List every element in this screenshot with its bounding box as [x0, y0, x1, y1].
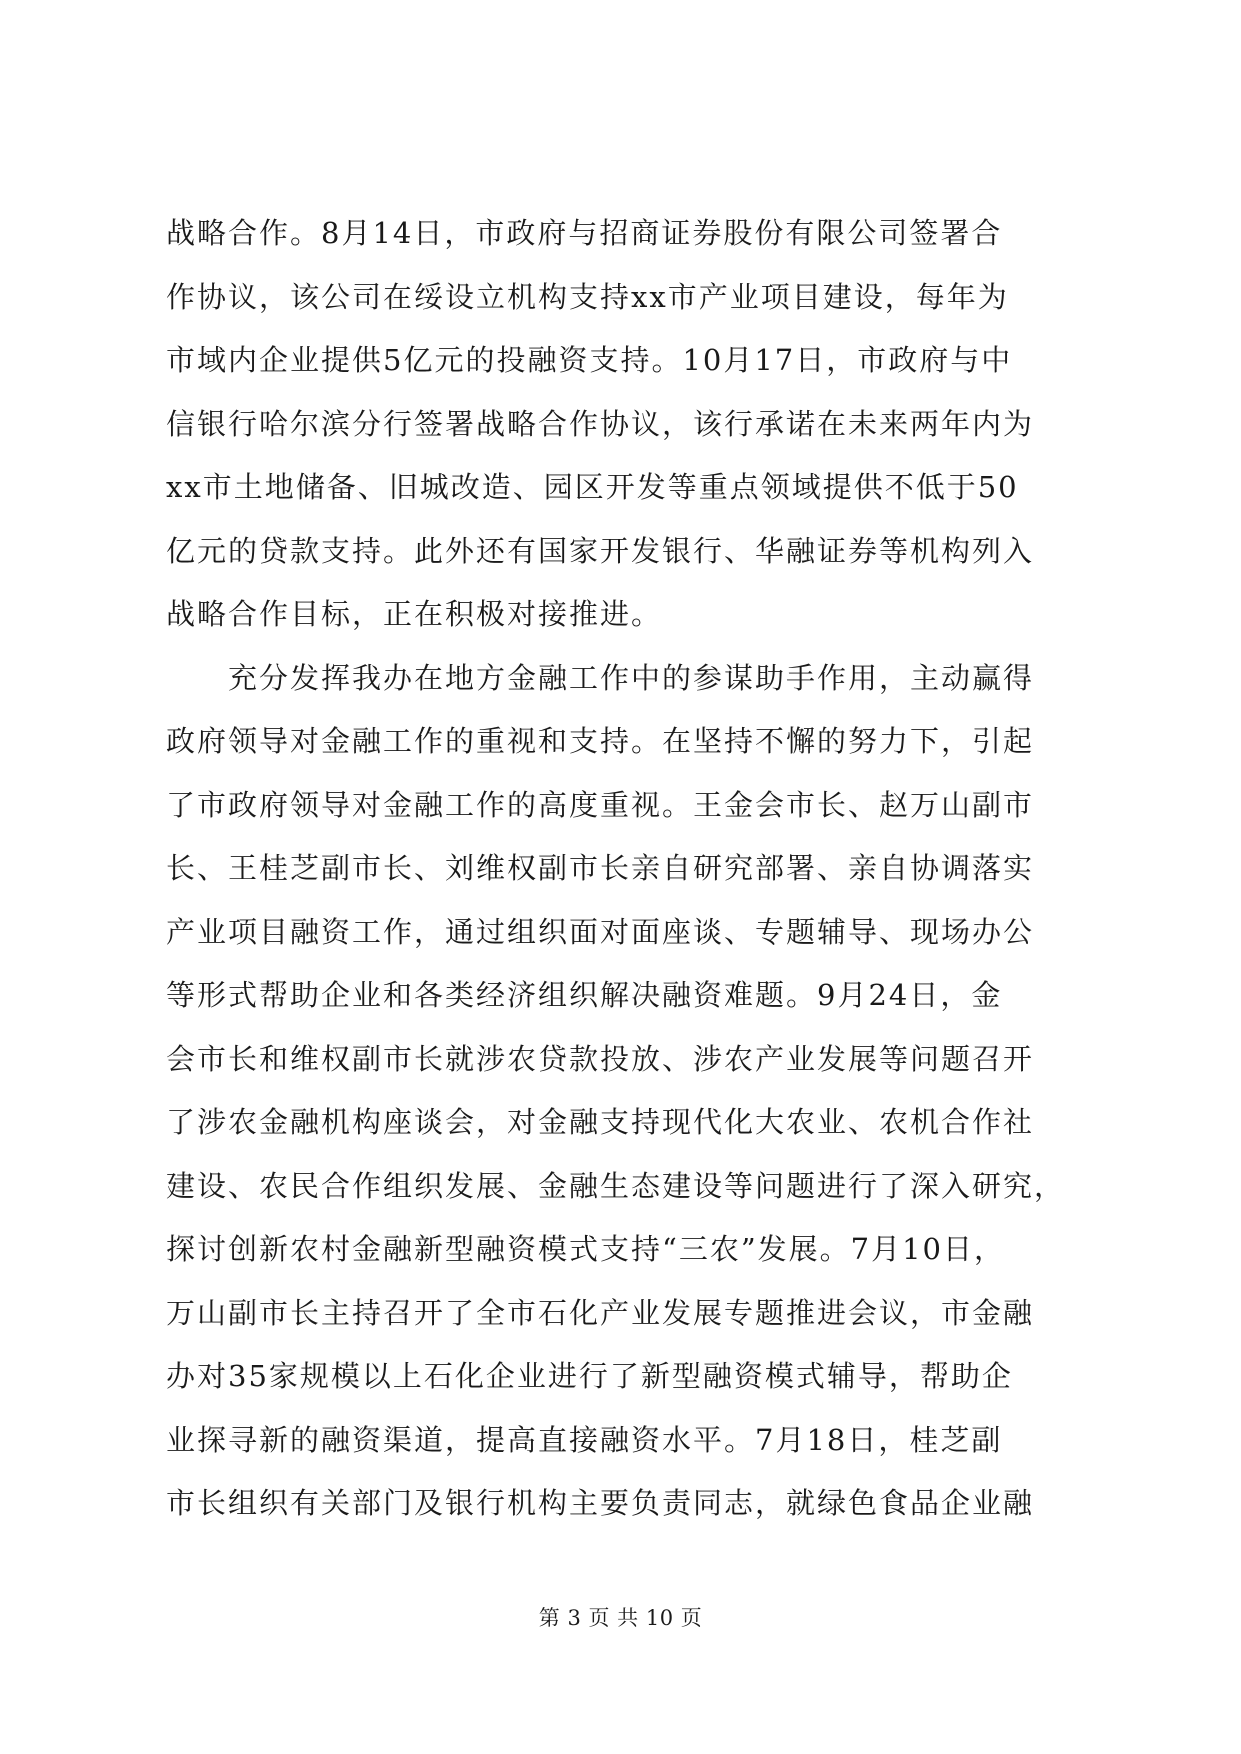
page-number-footer: 第 3 页 共 10 页	[538, 1606, 703, 1630]
text-line: 产业项目融资工作，通过组织面对面座谈、专题辅导、现场办公	[166, 914, 1035, 949]
paragraph-first-line: 充分发挥我办在地方金融工作中的参谋助手作用，主动赢得	[228, 660, 1035, 695]
text-line: 万山副市长主持召开了全市石化产业发展专题推进会议，市金融	[166, 1295, 1035, 1330]
text-line: 战略合作。8月14日，市政府与招商证券股份有限公司签署合	[166, 216, 1003, 250]
text-line: 建设、农民合作组织发展、金融生态建设等问题进行了深入研究，	[166, 1168, 1066, 1203]
text-line: 长、王桂芝副市长、刘维权副市长亲自研究部署、亲自协调落实	[166, 851, 1035, 885]
text-line: 市长组织有关部门及银行机构主要负责同志，就绿色食品企业融	[166, 1486, 1035, 1520]
text-line: 会市长和维权副市长就涉农贷款投放、涉农产业发展等问题召开	[166, 1041, 1035, 1076]
text-line: 战略合作目标，正在积极对接推进。	[166, 597, 663, 631]
text-line: 等形式帮助企业和各类经济组织解决融资难题。9月24日，金	[166, 978, 1003, 1012]
text-line: 了涉农金融机构座谈会，对金融支持现代化大农业、农机合作社	[166, 1105, 1035, 1139]
text-line: xx市土地储备、旧城改造、园区开发等重点领域提供不低于50	[166, 470, 1019, 504]
text-line: 了市政府领导对金融工作的高度重视。王金会市长、赵万山副市	[166, 787, 1035, 822]
text-line: 政府领导对金融工作的重视和支持。在坚持不懈的努力下，引起	[166, 724, 1035, 758]
text-line: 探讨创新农村金融新型融资模式支持“三农”发展。7月10日，	[166, 1232, 1006, 1266]
text-line: 亿元的贷款支持。此外还有国家开发银行、华融证券等机构列入	[166, 533, 1035, 568]
text-line: 业探寻新的融资渠道，提高直接融资水平。7月18日，桂芝副	[166, 1422, 1003, 1457]
body-text	[166, 202, 1076, 1536]
text-line: 信银行哈尔滨分行签署战略合作协议，该行承诺在未来两年内为	[166, 406, 1035, 441]
text-line: 办对35家规模以上石化企业进行了新型融资模式辅导，帮助企	[166, 1359, 1013, 1393]
text-line: 作协议，该公司在绥设立机构支持xx市产业项目建设，每年为	[166, 279, 1009, 314]
text-line: 市域内企业提供5亿元的投融资支持。10月17日，市政府与中	[166, 343, 1013, 377]
